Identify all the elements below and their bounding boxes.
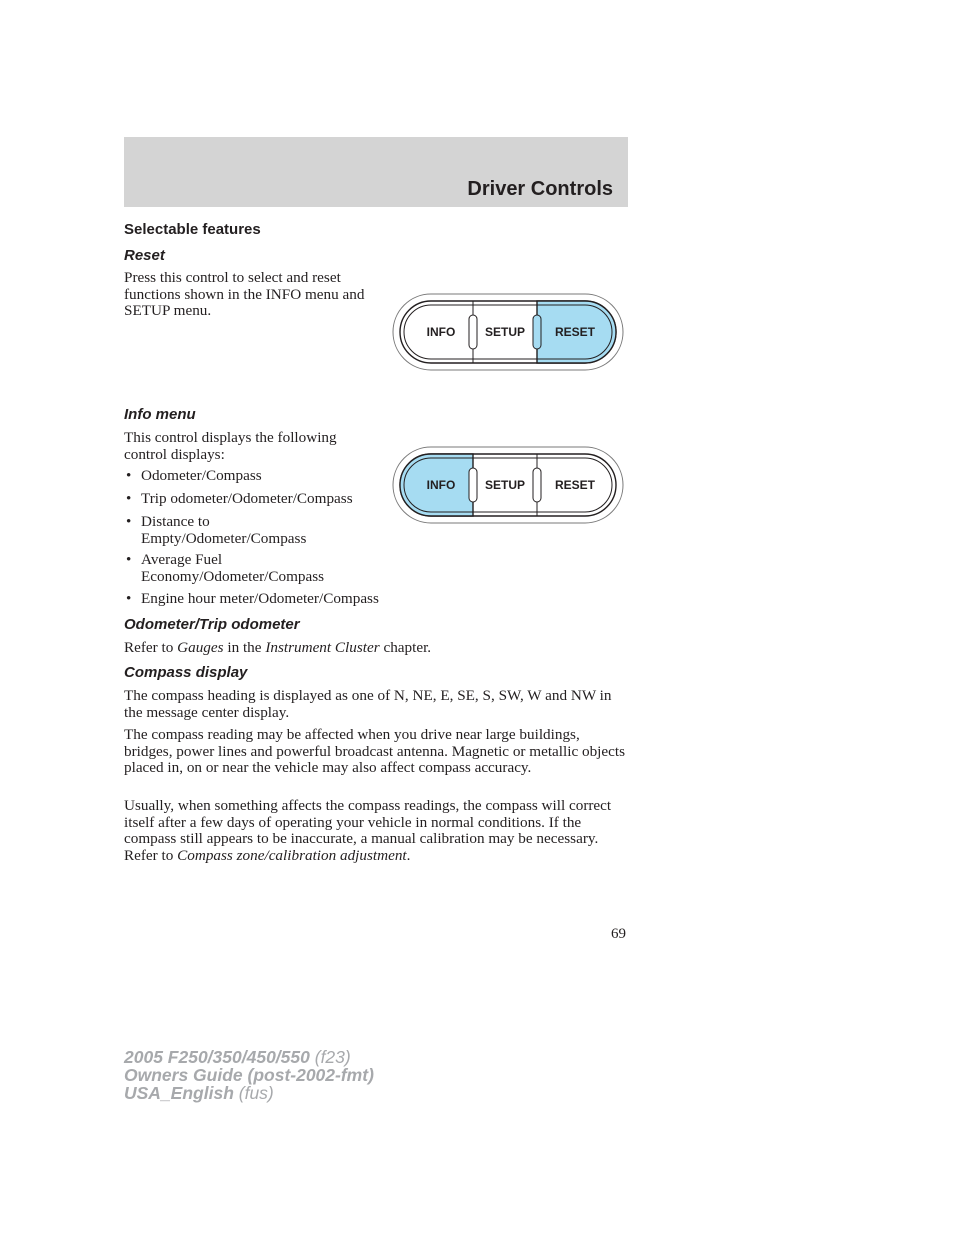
list-item: • Average Fuel Economy/Odometer/Compass — [126, 551, 325, 585]
compass-paragraph-1: The compass heading is displayed as one of N, NE, E, SE, S, SW, W and NW in the message center display. — [124, 687, 612, 721]
compass-paragraph-3: Usually, when something affects the compass readings, the compass will correct itself after a few days of operating your vehicle in normal conditions. If the compass still appears to be inaccurate, a manual calibration may be necessary. Refer to Compass zone/calibration adjustment. — [124, 797, 612, 864]
page-section-title: Driver Controls — [467, 178, 613, 200]
compass-heading: Compass display — [124, 664, 248, 681]
list-item: • Engine hour meter/Odometer/Compass — [126, 590, 379, 607]
control-diagram-info — [392, 446, 624, 524]
reset-button-label: RESET — [554, 325, 596, 339]
footer-model: 2005 F250/350/450/550 — [124, 1047, 310, 1067]
odometer-heading: Odometer/Trip odometer — [124, 616, 300, 633]
footer-language: USA_English — [124, 1083, 234, 1103]
info-button-label: INFO — [426, 478, 456, 492]
footer-guide: Owners Guide (post-2002-fmt) — [124, 1065, 374, 1085]
info-button-label: INFO — [426, 325, 456, 339]
info-menu-description: This control displays the following control displays: — [124, 429, 337, 463]
control-diagram-reset — [392, 293, 624, 371]
reset-heading: Reset — [124, 247, 165, 264]
reset-description: Press this control to select and reset functions shown in the INFO menu and SETUP menu. — [124, 269, 365, 319]
selectable-features-heading: Selectable features — [124, 221, 261, 238]
document-footer: 2005 F250/350/450/550 (f23) Owners Guide (post-2002-fmt) USA_English (fus) — [124, 1047, 374, 1103]
list-item: • Trip odometer/Odometer/Compass — [126, 490, 353, 507]
page-number: 69 — [611, 926, 626, 942]
header-band — [124, 137, 628, 207]
info-menu-heading: Info menu — [124, 406, 196, 423]
setup-button-label: SETUP — [484, 478, 526, 492]
list-item: • Odometer/Compass — [126, 467, 262, 484]
gauges-reference: Gauges — [177, 639, 224, 656]
setup-button-label: SETUP — [484, 325, 526, 339]
list-item: • Distance to Empty/Odometer/Compass — [126, 513, 307, 547]
reset-button-label: RESET — [554, 478, 596, 492]
instrument-cluster-reference: Instrument Cluster — [265, 639, 380, 656]
compass-calibration-reference: Compass zone/calibration adjustment — [177, 846, 407, 864]
odometer-text: Refer to Gauges in the Instrument Cluster chapter. — [124, 639, 432, 656]
compass-paragraph-2: The compass reading may be affected when you drive near large buildings, bridges, power lines and powerful broadcast antenna. Magnetic or metallic objects placed in, on or near the vehicle may also affect compass accuracy. — [124, 726, 626, 776]
